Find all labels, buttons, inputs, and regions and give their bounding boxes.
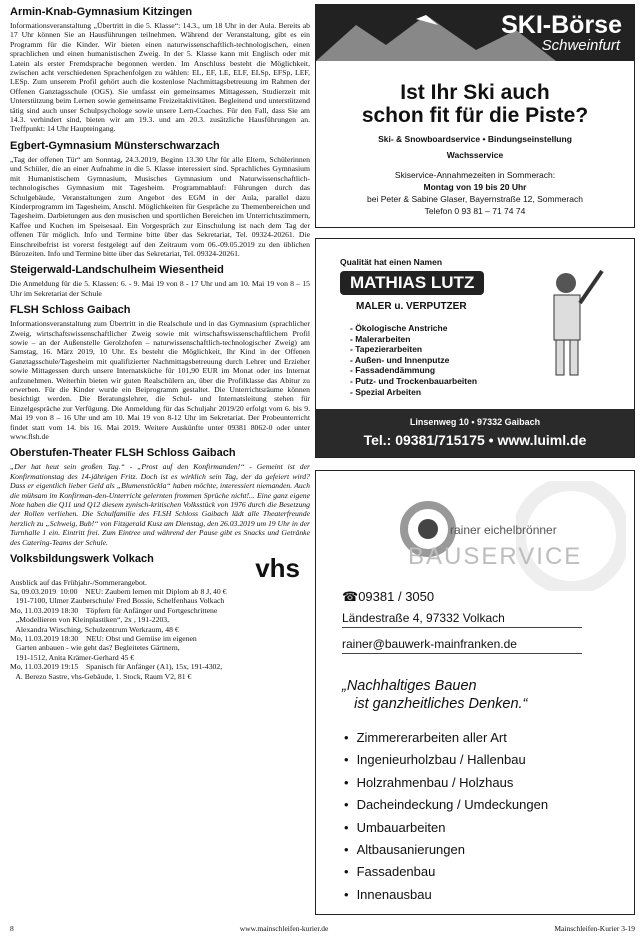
phone-icon: ☎ bbox=[342, 589, 359, 604]
painter-icon bbox=[536, 263, 606, 383]
ski-subtitle: Schweinfurt bbox=[541, 37, 620, 54]
ski-l3: bei Peter & Sabine Glaser, Bayernstraße 12, Sommerach bbox=[367, 194, 583, 204]
article-egbert bbox=[10, 140, 310, 258]
ad-ski-boerse bbox=[315, 4, 635, 228]
ski-services: Ski- & Snowboardservice • Bindungseinstellung bbox=[378, 134, 572, 144]
bau-services: • Zimmererarbeiten aller Art • Ingenieurholzbau / Hallenbau • Holzrahmenbau / Holzhaus • Dacheindeckung / Umdeckungen • Umbauarbeiten • Altbausanierungen • Fassadenbau • Innenausbau bbox=[344, 727, 548, 906]
ski-l2: Montag von 19 bis 20 Uhr bbox=[423, 182, 527, 192]
lutz-contact: Tel.: 09381/715175 • www.luiml.de bbox=[363, 432, 587, 448]
bau-phone: ☎09381 / 3050 bbox=[342, 589, 435, 604]
article-body: Die Anmeldung für die 5. Klassen: 6. - 9. Mai 19 von 8 - 17 Uhr und am 10. Mai 19 von 8 – 15 Uhr im Sekretariat der Schule bbox=[10, 279, 310, 298]
lutz-trade: MALER u. VERPUTZER bbox=[356, 301, 467, 312]
page-footer bbox=[10, 924, 635, 933]
article-title: Oberstufen-Theater FLSH Schloss Gaibach bbox=[10, 447, 236, 460]
ski-l4: Telefon 0 93 81 – 71 74 74 bbox=[424, 206, 526, 216]
article-flsh bbox=[10, 304, 310, 441]
article-title: Volksbildungswerk Volkach bbox=[10, 553, 154, 566]
bau-name: BAUSERVICE bbox=[408, 543, 583, 570]
lutz-name: MATHIAS LUTZ bbox=[340, 271, 484, 295]
ski-l1: Skiservice-Annahmezeiten in Sommerach: bbox=[394, 170, 556, 180]
article-armin-knab bbox=[10, 6, 310, 134]
footer-url[interactable]: www.mainschleifen-kurier.de bbox=[239, 924, 329, 933]
ad-bauservice bbox=[315, 470, 635, 915]
article-body: Informationsveranstaltung zum Übertritt in die Realschule und in das Gymnasium (sprachlicher Zweig, wirtschaftswissenschaftlicher Zweig sowie mit wirtschaftswissenschaftlichem Profil sowie – an der Außenstelle Gerolzhofen – naturwissenschaftlich-technologischer Zweig) am Samstag, 16. März 2019, 10 Uhr. Es besteht die Möglichkeit, Ihr Kind in der Offenen Ganztagsschule/Tagesheim mit qualifizierter Nachmittagsbetreuung durch Lehrer und Erzieher sowie Mittagessen durch unsere Internatsküche für 101,90 EUR im Monat oder ins Internat aufzunehmen. Weiterhin bieten wir guten Realschülern an, über die Profilklasse das Abitur zu erwerben. Für die Kinder wurde ein Beiprogramm gestaltet. Die Unterrichtsräume können besichtigt werden. Die Beratungslehrer, die Schul- und Internatsleitung stehen für Einzelgespräche zur Verfügung. Die Anmeldung für das Schuljahr 2019/20 erfolgt vom 6. bis 9. Mai 19 von 8 – 16 Uhr und am 10. Mai 19 von 8-12 Uhr im Sekretariat. Der Probeunterricht findet statt vom 14. bis 16. Mai 2019. Weitere Auskünfte unter 09381 8062-0 oder unter www.flsh.de bbox=[10, 319, 310, 442]
article-theater bbox=[10, 447, 310, 547]
bau-address: Ländestraße 4, 97332 Volkach bbox=[342, 611, 582, 628]
article-title: Armin-Knab-Gymnasium Kitzingen bbox=[10, 6, 193, 18]
ski-title: SKI-Börse bbox=[501, 11, 622, 39]
article-title: FLSH Schloss Gaibach bbox=[10, 304, 131, 317]
bau-email: rainer@bauwerk-mainfranken.de bbox=[342, 637, 582, 654]
lutz-services: - Ökologische Anstriche - Malerarbeiten - Tapezierarbeiten - Außen- und Innenputze - Fassadendämmung - Putz- und Trockenbauarbeiten - Spezial Arbeiten bbox=[350, 323, 478, 397]
ski-banner bbox=[316, 5, 634, 61]
bau-slogan: „Nachhaltiges Bauen ist ganzheitliches Denken.“ bbox=[342, 678, 528, 712]
article-steigerwald bbox=[10, 264, 310, 298]
page-number: 8 bbox=[10, 924, 14, 933]
lutz-address: Linsenweg 10 • 97332 Gaibach bbox=[409, 417, 541, 427]
left-column bbox=[10, 6, 310, 687]
issue-label: Mainschleifen-Kurier 3-19 bbox=[554, 924, 635, 933]
ad-mathias-lutz bbox=[315, 238, 635, 458]
ski-headline: Ist Ihr Ski auch schon fit für die Piste? bbox=[361, 81, 589, 127]
article-body: Informationsveranstaltung „Übertritt in die 5. Klasse“: 14.3., um 18 Uhr in der Aula. Bereits ab 17 Uhr können Sie an Hausführungen teilnehmen. Während der Veranstaltung, gibt es ein Programm für die Kinder. Wir bieten einen naturwissenschaftlich-technologischen, einen sprachlichen und einen humanistischen Zweig. In der 5. Klasse kann mit Englisch oder mit Latein als erster Fremdsprache begonnen werden. Im Anschluss besteht die Möglichkeit, zwischen acht verschiedenen Sprachenfolgen zu wählen: EL, EF, LE, ELF, ELSp, EFSp, LEF, LESp. Zum unserem Profil gehört auch die kostenlose Nachmittagsbetreuung im Rahmen der Offenen Ganztagsschule (OGS). Sie umfasst ein gemeinsames Mittagessen, Studierzeit mit Unterstützung beim Lernen sowie gemeinsame Freizeitaktivitäten. Begleitend und unterstützend tätig sind auch unser Schulpsychologe sowie unsere Lern-Coaches. Für den Fall, dass Sie am 14.3. verhindert sind, bieten wir am 19.3. und am 20.3. zusätzliche Hausführungen an. Treffpunkt: 14 Uhr Haupteingang. bbox=[10, 21, 310, 134]
lutz-quality: Qualität hat einen Namen bbox=[340, 257, 443, 267]
article-title: Egbert-Gymnasium Münsterschwarzach bbox=[10, 139, 220, 152]
article-vhs bbox=[10, 553, 310, 681]
vhs-lines: Ausblick auf das Frühjahr-/Sommerangebot. Sa, 09.03.2019 10:00 NEU: Zaubern lernen mit Diplom ab 8 J, 40 € 191-7100, Ulmer Zauberschule/ Fred Bossie, Schelfenhaus Volkach Mo, 11.03.2019 18:30 Töpfern für Anfänger und Fortgeschrittene „Modellieren von Kleinplastiken“, 2x , 191-2203, Alexandra Wirsching, Schulzentrum Werkraum, 48 € Mo, 11.03.2019 18:30 NEU: Obst und Gemüse im eigenen Garten anbauen - wie geht das? Begleitetes Gärtnern, 191-1512, Anita Krämer-Gerhard 45 € Mo, 11.03.2019 19:15 Spanisch für Anfänger (A1), 15x, 191-4302, A. Berezo Sastre, vhs-Gebäude, 1. Stock, Raum V2, 81 € bbox=[10, 577, 227, 681]
vhs-logo: vhs bbox=[255, 553, 300, 584]
lutz-footer bbox=[316, 409, 634, 457]
article-body: „Tag der offenen Tür“ am Sonntag, 24.3.2019, Beginn 13.30 Uhr für alle Eltern, Schülerinnen und Schüler, die an einer Aufnahme in die 5. Klasse interessiert sind. Sprachliches Gymnasium mit Humanistischem Gymnasium, Musisches Gymnasium und Naturwissenschaftlich-technologisches Gymnasium mit Tagesheim. Programmablauf: Führungen durch das Schulgebäude, Veranstaltungen zum Angebot des EGM in der Aula, parallel dazu Kinderprogramm im Tagesheim, Anschl. Möglichkeiten für Gespräche zu Themenbereichen und Tagesheim. Darbietungen aus den musischen und sportlichen Bereichen im Unterrichtszimmern, Kaffee und Kuchen im Speisesaal. Ein Vorgespräch zur Einschulung ist nach dem Tag der offenen Tür möglich. Info und Termine bitte über das Sekretariat, Tel. 09324-20261. Die Einschreibefrist ist vorerst festgelegt auf den Zeitraum vom 06.-09.05.2019 zu den üblichen Bürozeiten. Info und Termine bitte über das Sekretariat, Tel. 09324-20261. bbox=[10, 154, 310, 258]
article-body: „Der hat heut sein großen Tag.“ - „Prost auf den Konfirmanden!“ - Gemeint ist der Konfirmationstag des 14-jährigen Fritz. Doch ist es wirklich sein Tag, der da gefeiert wird? Dass er eigentlich lieber Geld als „Blumenstöckla“ haben möchte, interessiert niemanden. Auch die mühsam im Konfirman-den-Unterricht gelernten frommen Sprüche nicht!... Eine ganz eigene Note haben die Q11 und Q12 diesem zynisch-kritischen Volksstück von 1976 durch die Besetzung der Rollen verliehen. Die Schulfamilie des FLSH Schloss Gaibach lädt alle Theaterfreunde herzlich zu „Schweig, Bub!“ von Fitzgerald Kusz am Dienstag, den 26.03.2019 um 19 Uhr in der Turnhalle 1 ein. Eintritt frei. Zum Eintree und während der Pause gibt es Snacks und Getränke des Catering-Teams der Schule. bbox=[10, 462, 311, 547]
article-title: Steigerwald-Landschulheim Wiesentheid bbox=[10, 264, 224, 277]
bau-owner: rainer eichelbrönner bbox=[450, 523, 557, 537]
ski-services2: Wachsservice bbox=[446, 150, 504, 160]
